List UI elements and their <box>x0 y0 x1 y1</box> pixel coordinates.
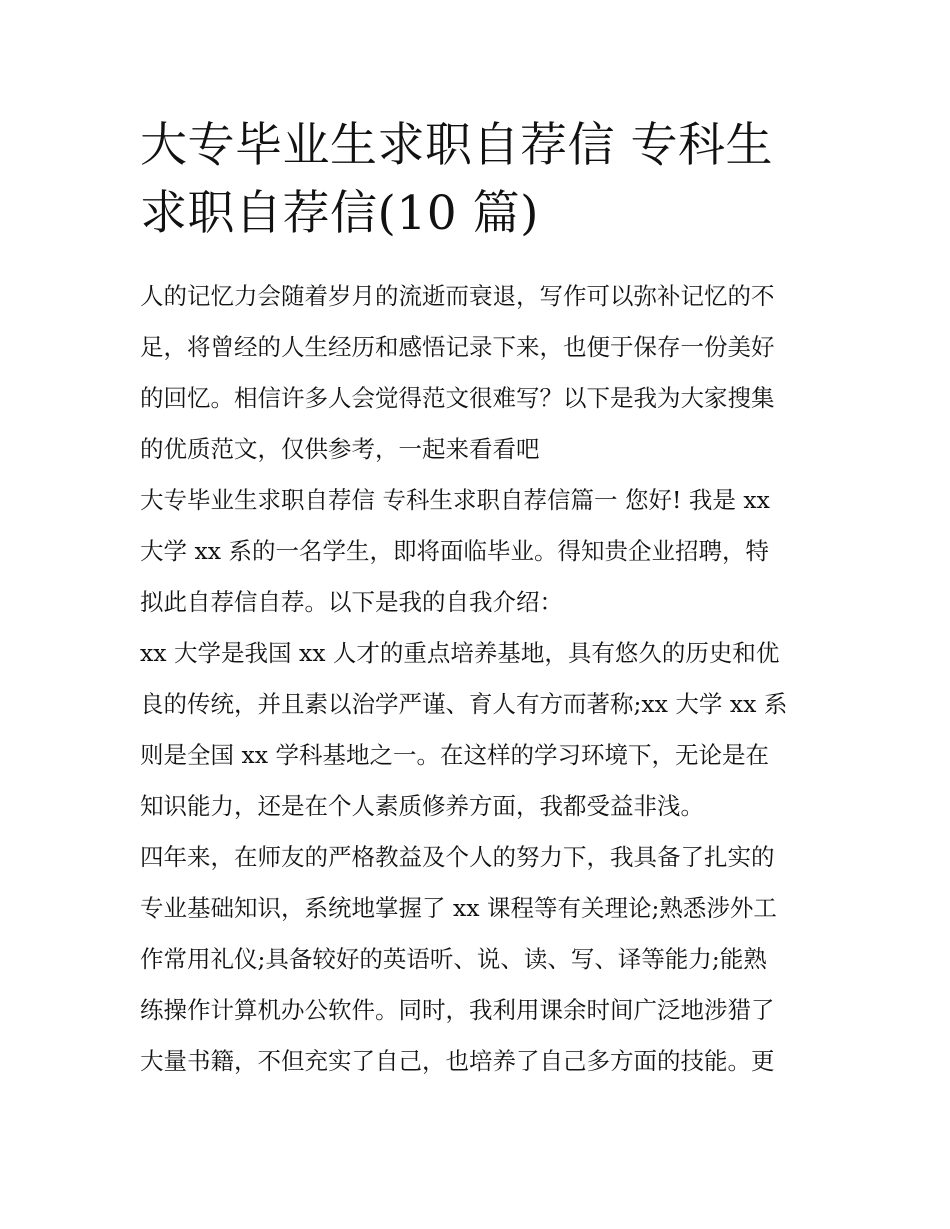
title-line-1: 大专毕业生求职自荐信 专科生 <box>140 118 773 173</box>
document-page <box>140 112 815 1087</box>
text-line: 作常用礼仪;具备较好的英语听、说、读、写、译等能力;能熟 <box>140 945 767 973</box>
document-title <box>140 112 815 248</box>
skills-paragraph <box>140 832 815 1087</box>
text-line: 足，将曾经的人生经历和感悟记录下来，也便于保存一份美好 <box>140 333 775 361</box>
title-line-2: 求职自荐信(10 篇) <box>140 186 539 241</box>
text-line: 的优质范文，仅供参考，一起来看看吧 <box>140 435 540 463</box>
text-line: 的回忆。相信许多人会觉得范文很难写？以下是我为大家搜集 <box>140 384 775 412</box>
text-line: 大量书籍，不但充实了自己，也培养了自己多方面的技能。更 <box>140 1047 775 1075</box>
text-line: 练操作计算机办公软件。同时，我利用课余时间广泛地涉猎了 <box>140 996 775 1024</box>
text-line: 则是全国 xx 学科基地之一。在这样的学习环境下，无论是在 <box>140 741 769 769</box>
text-line: xx 大学是我国 xx 人才的重点培养基地，具有悠久的历史和优 <box>140 639 780 667</box>
university-paragraph <box>140 628 815 832</box>
greeting-paragraph <box>140 475 815 628</box>
text-line: 良的传统，并且素以治学严谨、育人有方而著称;xx 大学 xx 系 <box>140 690 788 718</box>
text-line: 人的记忆力会随着岁月的流逝而衰退，写作可以弥补记忆的不 <box>140 282 775 310</box>
intro-paragraph <box>140 271 815 475</box>
text-line: 专业基础知识，系统地掌握了 xx 课程等有关理论;熟悉涉外工 <box>140 894 777 922</box>
text-line: 知识能力，还是在个人素质修养方面，我都受益非浅。 <box>140 792 704 820</box>
text-line: 大学 xx 系的一名学生，即将面临毕业。得知贵企业招聘，特 <box>140 537 769 565</box>
text-line: 四年来，在师友的严格教益及个人的努力下，我具备了扎实的 <box>140 843 775 871</box>
text-line: 大专毕业生求职自荐信 专科生求职自荐信篇一 您好! 我是 xx <box>140 486 770 514</box>
text-line: 拟此自荐信自荐。以下是我的自我介绍： <box>140 588 563 616</box>
